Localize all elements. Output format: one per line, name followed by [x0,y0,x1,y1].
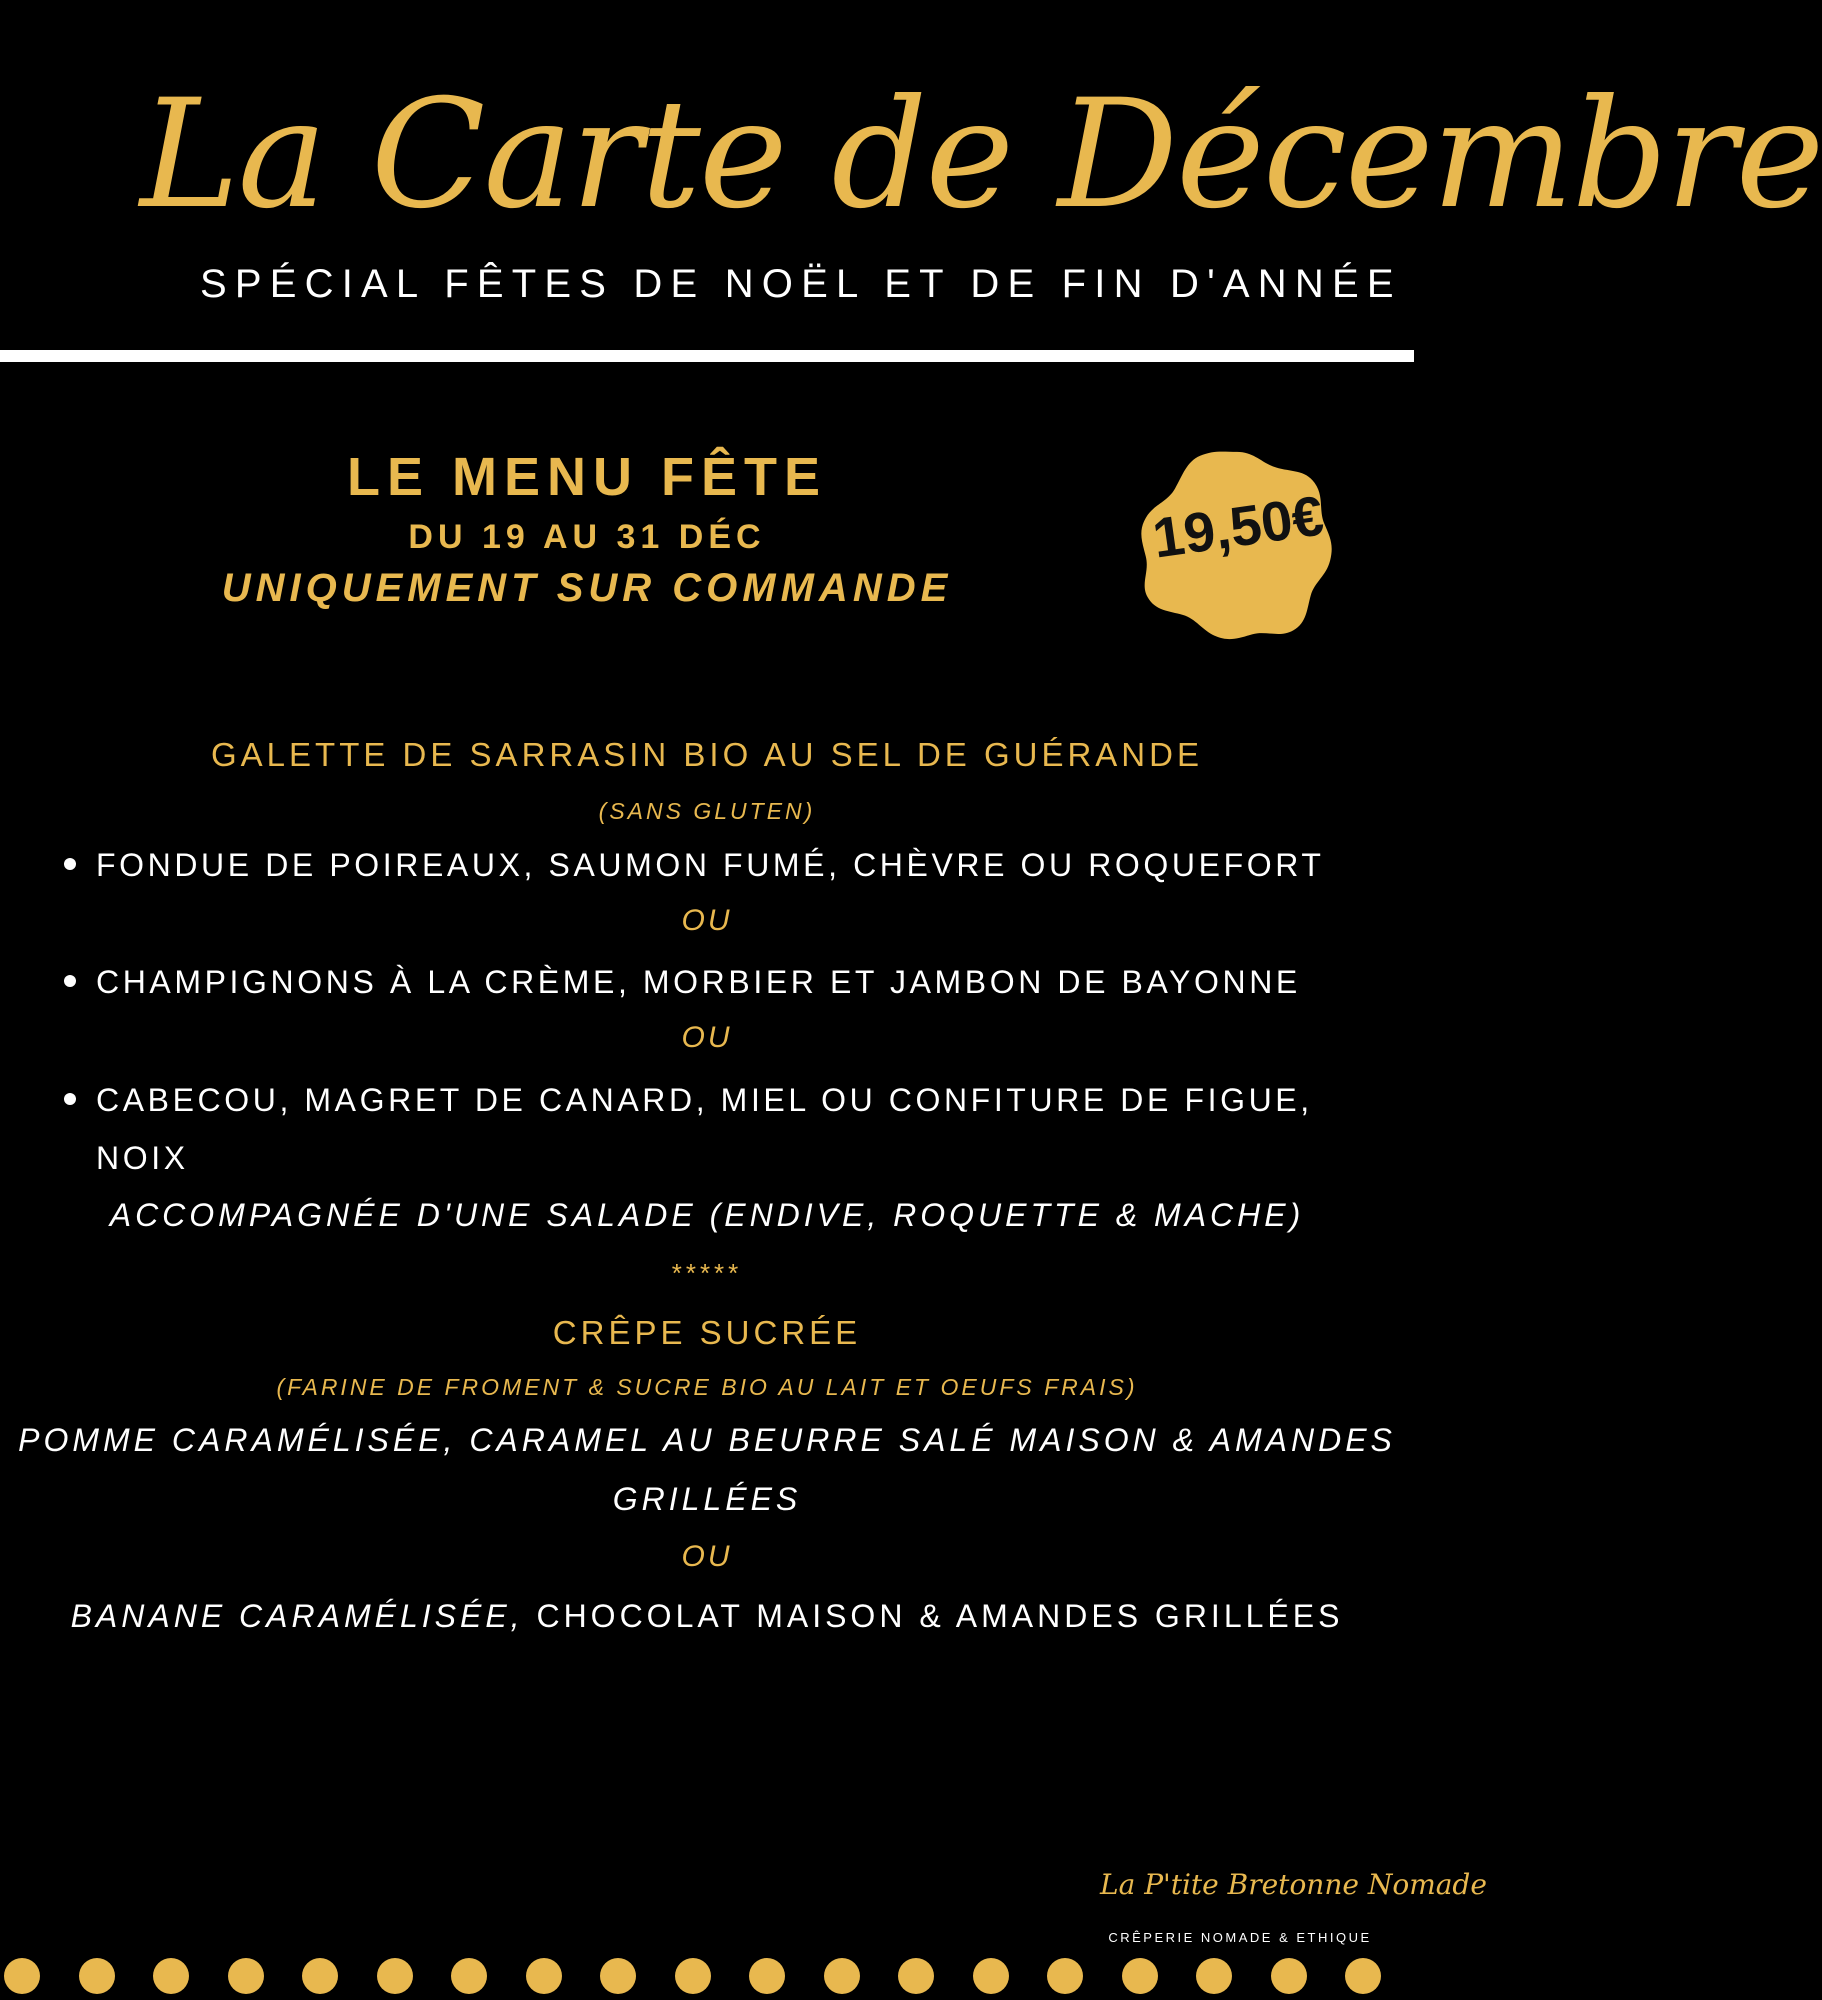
dot-icon [749,1958,785,1994]
dot-icon [1047,1958,1083,1994]
brand-tagline: CRÊPERIE NOMADE & ETHIQUE [1108,1930,1372,1945]
dot-icon [526,1958,562,1994]
dot-icon [1345,1958,1381,1994]
section-divider: ***** [671,1258,743,1288]
decorative-dots [0,1958,1414,1996]
dot-icon [675,1958,711,1994]
or-separator: OU [681,1540,733,1573]
dot-icon [4,1958,40,1994]
dot-icon [1271,1958,1307,1994]
crepe-option-1: POMME CARAMÉLISÉE, CARAMEL AU BEURRE SALÉ MAISON & AMANDES [18,1422,1396,1458]
dot-icon [973,1958,1009,1994]
crepe-note: (FARINE DE FROMENT & SUCRE BIO AU LAIT ET OEUFS FRAIS) [276,1374,1138,1400]
dot-icon [228,1958,264,1994]
price-badge-label: 19,50€ [1148,483,1328,570]
page-title: La Carte de Décembre [140,68,1822,242]
dot-icon [451,1958,487,1994]
bullet-icon [64,975,76,987]
dot-icon [153,1958,189,1994]
galette-side: ACCOMPAGNÉE D'UNE SALADE (ENDIVE, ROQUETTE & MACHE) [109,1197,1305,1233]
list-item [64,953,1354,1011]
dot-icon [1196,1958,1232,1994]
list-item [64,836,1354,894]
crepe-option-2 [0,1598,1414,1635]
dot-icon [1122,1958,1158,1994]
dot-icon [302,1958,338,1994]
crepe-option-2-plain: CHOCOLAT MAISON & AMANDES GRILLÉES [523,1598,1344,1634]
page-subtitle: SPÉCIAL FÊTES DE NOËL ET DE FIN D'ANNÉE [200,262,1402,306]
galette-option-1: FONDUE DE POIREAUX, SAUMON FUMÉ, CHÈVRE OU ROQUEFORT [96,847,1325,883]
bullet-icon [64,858,76,870]
or-separator: OU [681,904,733,937]
dot-icon [600,1958,636,1994]
dot-icon [79,1958,115,1994]
dot-icon [824,1958,860,1994]
crepe-option-1-continued: GRILLÉES [612,1481,802,1517]
crepe-title: CRÊPE SUCRÉE [552,1314,862,1351]
crepe-option-2-italic: BANANE CARAMÉLISÉE, [70,1598,524,1634]
bullet-icon [64,1093,76,1105]
list-item [64,1071,1354,1187]
header-divider [0,350,1414,362]
galette-option-3: CABECOU, MAGRET DE CANARD, MIEL OU CONFITURE DE FIGUE, [96,1082,1313,1118]
or-separator: OU [681,1021,733,1054]
galette-option-3-continued: NOIX [96,1140,189,1176]
dot-icon [377,1958,413,1994]
brand-logo: La P'tite Bretonne Nomade [1100,1868,1487,1901]
menu-title: LE MENU FÊTE [346,447,827,507]
dot-icon [898,1958,934,1994]
galette-note: (SANS GLUTEN) [598,798,816,824]
galette-title: GALETTE DE SARRASIN BIO AU SEL DE GUÉRANDE [211,736,1203,773]
menu-order-note: UNIQUEMENT SUR COMMANDE [221,566,953,610]
menu-dates: DU 19 AU 31 DÉC [408,518,766,556]
galette-option-2: CHAMPIGNONS À LA CRÈME, MORBIER ET JAMBON DE BAYONNE [96,964,1301,1000]
